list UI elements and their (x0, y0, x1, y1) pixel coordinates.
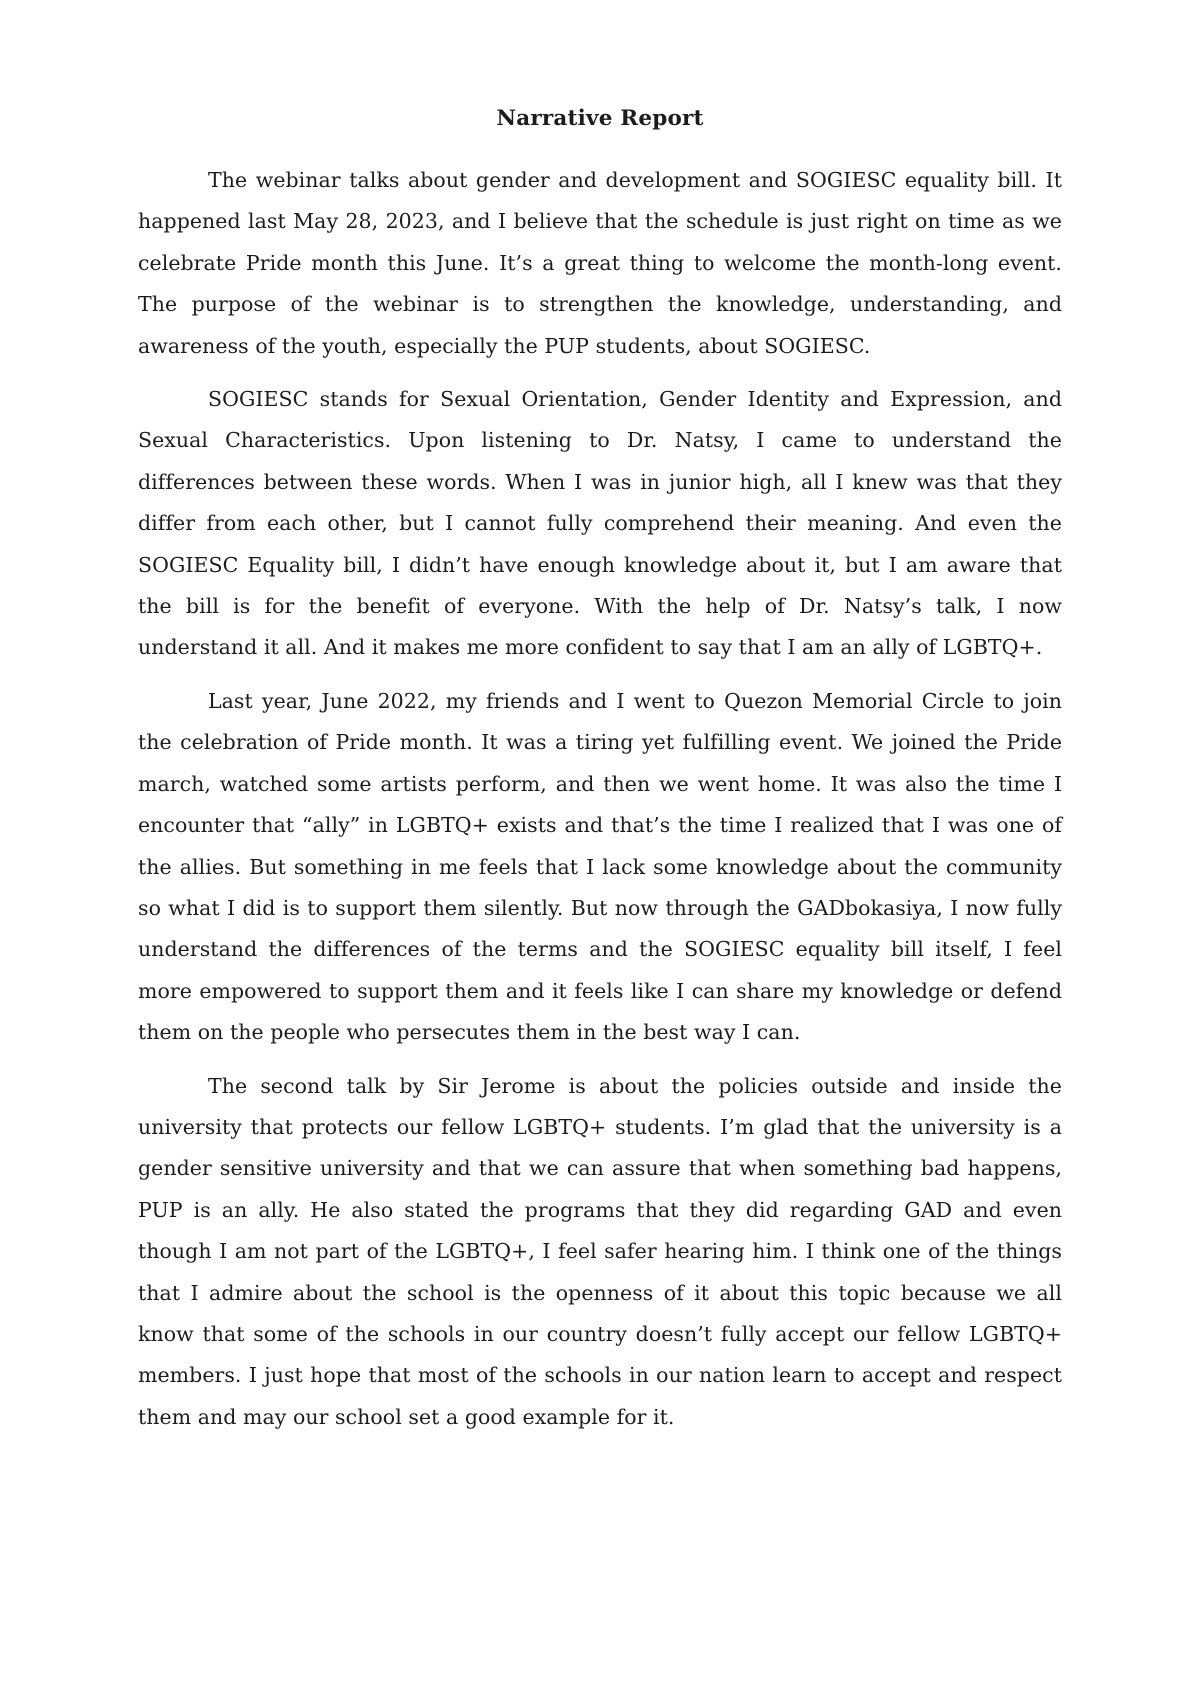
paragraph-sogiesc-definition: SOGIESC stands for Sexual Orientation, Gender Identity and Expression, and Sexual Characteristics. Upon listening to Dr. Natsy, I came to understand the differences between these words. When I was in junior high, all I knew was that they differ from each other, but I cannot fully comprehend their meaning. And even the SOGIESC Equality bill, I didn’t have enough knowledge about it, but I am aware that the bill is for the benefit of everyone. With the help of Dr. Natsy’s talk, I now understand it all. And it makes me more confident to say that I am an ally of LGBTQ+. (138, 387, 1062, 660)
document-body (138, 160, 1062, 1438)
paragraph-second-talk: The second talk by Sir Jerome is about the policies outside and inside the university that protects our fellow LGBTQ+ students. I’m glad that the university is a gender sensitive university and that we can assure that when something bad happens, PUP is an ally. He also stated the programs that they did regarding GAD and even though I am not part of the LGBTQ+, I feel safer hearing him. I think one of the things that I admire about the school is the openness of it about this topic because we all know that some of the schools in our country doesn’t fully accept our fellow LGBTQ+ members. I just hope that most of the schools in our nation learn to accept and respect them and may our school set a good example for it. (138, 1073, 1062, 1429)
document-title: Narrative Report (496, 106, 704, 131)
paragraph-webinar-intro: The webinar talks about gender and development and SOGIESC equality bill. It happened last May 28, 2023, and I believe that the schedule is just right on time as we celebrate Pride month this June. It’s a great thing to welcome the month-long event. The purpose of the webinar is to strengthen the knowledge, understanding, and awareness of the youth, especially the PUP students, about SOGIESC. (138, 168, 1062, 358)
paragraph-pride-celebration: Last year, June 2022, my friends and I went to Quezon Memorial Circle to join the celebration of Pride month. It was a tiring yet fulfilling event. We joined the Pride march, watched some artists perform, and then we went home. It was also the time I encounter that “ally” in LGBTQ+ exists and that’s the time I realized that I was one of the allies. But something in me feels that I lack some knowledge about the community so what I did is to support them silently. But now through the GADbokasiya, I now fully understand the differences of the terms and the SOGIESC equality bill itself, I feel more empowered to support them and it feels like I can share my knowledge or defend them on the people who persecutes them in the best way I can. (138, 688, 1062, 1045)
